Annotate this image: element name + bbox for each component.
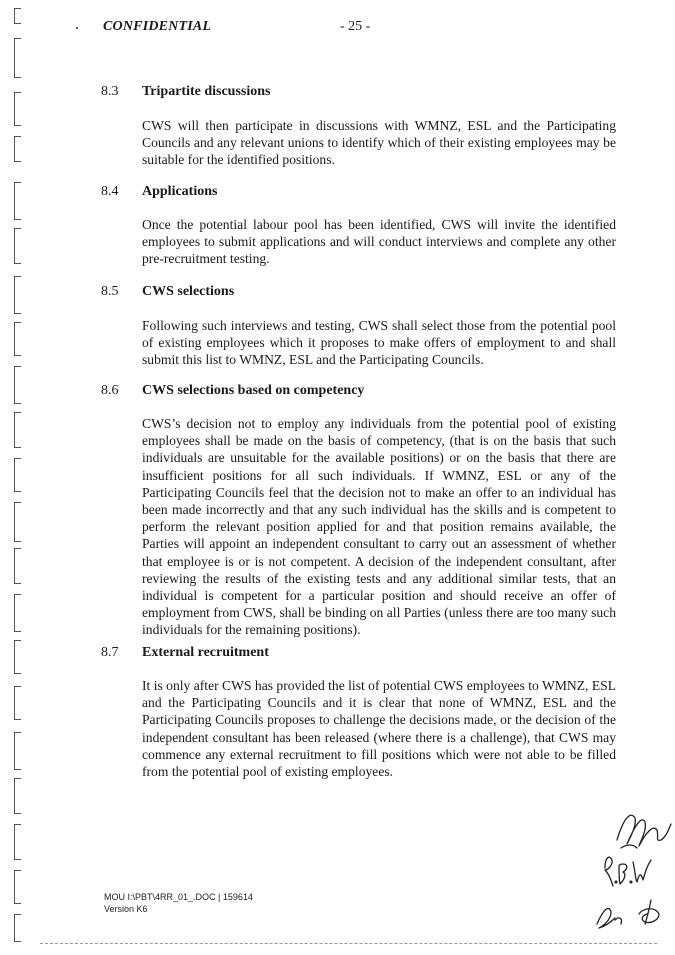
section-number: 8.7 — [101, 645, 119, 660]
binding-mark — [14, 8, 25, 24]
section-title: Tripartite discussions — [142, 84, 271, 99]
binding-mark — [14, 914, 25, 942]
version-label: Version K6 — [104, 904, 148, 914]
section-number: 8.5 — [101, 284, 119, 299]
section-number: 8.6 — [101, 383, 119, 398]
section-body: CWS will then participate in discussions with WMNZ, ESL and the Participating Councils and any relevant unions to identify which of their existing employees may be suitable for the identified positions. — [142, 118, 616, 168]
binding-mark — [14, 136, 25, 162]
binding-mark — [14, 824, 25, 860]
binding-mark — [14, 870, 25, 904]
binding-mark — [14, 778, 25, 814]
binding-mark — [14, 92, 25, 126]
page-number: - 25 - — [340, 19, 371, 34]
binding-mark — [14, 276, 25, 314]
section-number: 8.3 — [101, 84, 119, 99]
confidential-label: CONFIDENTIAL — [103, 19, 212, 34]
binding-mark — [14, 366, 25, 404]
document-footer — [104, 891, 253, 915]
section-title: External recruitment — [142, 645, 269, 660]
binding-mark — [14, 686, 25, 720]
file-reference: MOU I:\PBT\4RR_01_.DOC | 159614 — [104, 892, 253, 902]
binding-mark — [14, 322, 25, 356]
binding-mark — [14, 458, 25, 492]
section-body: CWS’s decision not to employ any individuals from the potential pool of existing employees shall be made on the basis of competency, (that is on the basis that such individuals are unsuitable for the available positions) or on the basis that there are insufficient positions for all such individuals. If WMNZ, ESL or any of the Participating Councils feel that the decision not to make an offer to an individual has been made incorrectly and that any such individual has the skills and is competent to perform the relevant position applied for and that position remains available, the Parties will appoint an independent consultant to carry out an assessment of whether that employee is or is not competent. A decision of the independent consultant, after reviewing the results of the existing tests and any additional similar tests, that an individual is competent for a particular position and should receive an offer of employment from CWS, shall be binding on all Parties (unless there are too many such individuals for the remaining positions). — [142, 416, 616, 638]
header-dot — [76, 27, 78, 29]
section-number: 8.4 — [101, 184, 119, 199]
binding-mark — [14, 640, 25, 674]
bottom-scan-edge — [40, 943, 657, 944]
section-title: Applications — [142, 184, 218, 199]
handwritten-signature — [575, 800, 675, 940]
section-title: CWS selections based on competency — [142, 383, 365, 398]
section-body: It is only after CWS has provided the list of potential CWS employees to WMNZ, ESL and the Participating Councils and it is clear that none of WMNZ, ESL and the Participating Councils proposes to challenge the decisions made, or the decision of the independent consultant has been released (where there is a challenge), that CWS may commence any external recruitment to fill positions which were not able to be filled from the potential pool of existing employees. — [142, 678, 616, 780]
binding-mark — [14, 548, 25, 584]
binding-mark — [14, 732, 25, 770]
binding-mark — [14, 412, 25, 448]
binding-mark — [14, 502, 25, 542]
binding-mark — [14, 182, 25, 220]
section-body: Following such interviews and testing, CWS shall select those from the potential pool of existing employees which it proposes to make offers of employment to and shall submit this list to WMNZ, ESL and the Participating Councils. — [142, 318, 616, 368]
binding-mark — [14, 228, 25, 264]
section-body: Once the potential labour pool has been identified, CWS will invite the identified employees to submit applications and will conduct interviews and complete any other pre-recruitment testing. — [142, 217, 616, 267]
section-title: CWS selections — [142, 284, 235, 299]
binding-mark — [14, 38, 25, 78]
binding-mark — [14, 594, 25, 632]
